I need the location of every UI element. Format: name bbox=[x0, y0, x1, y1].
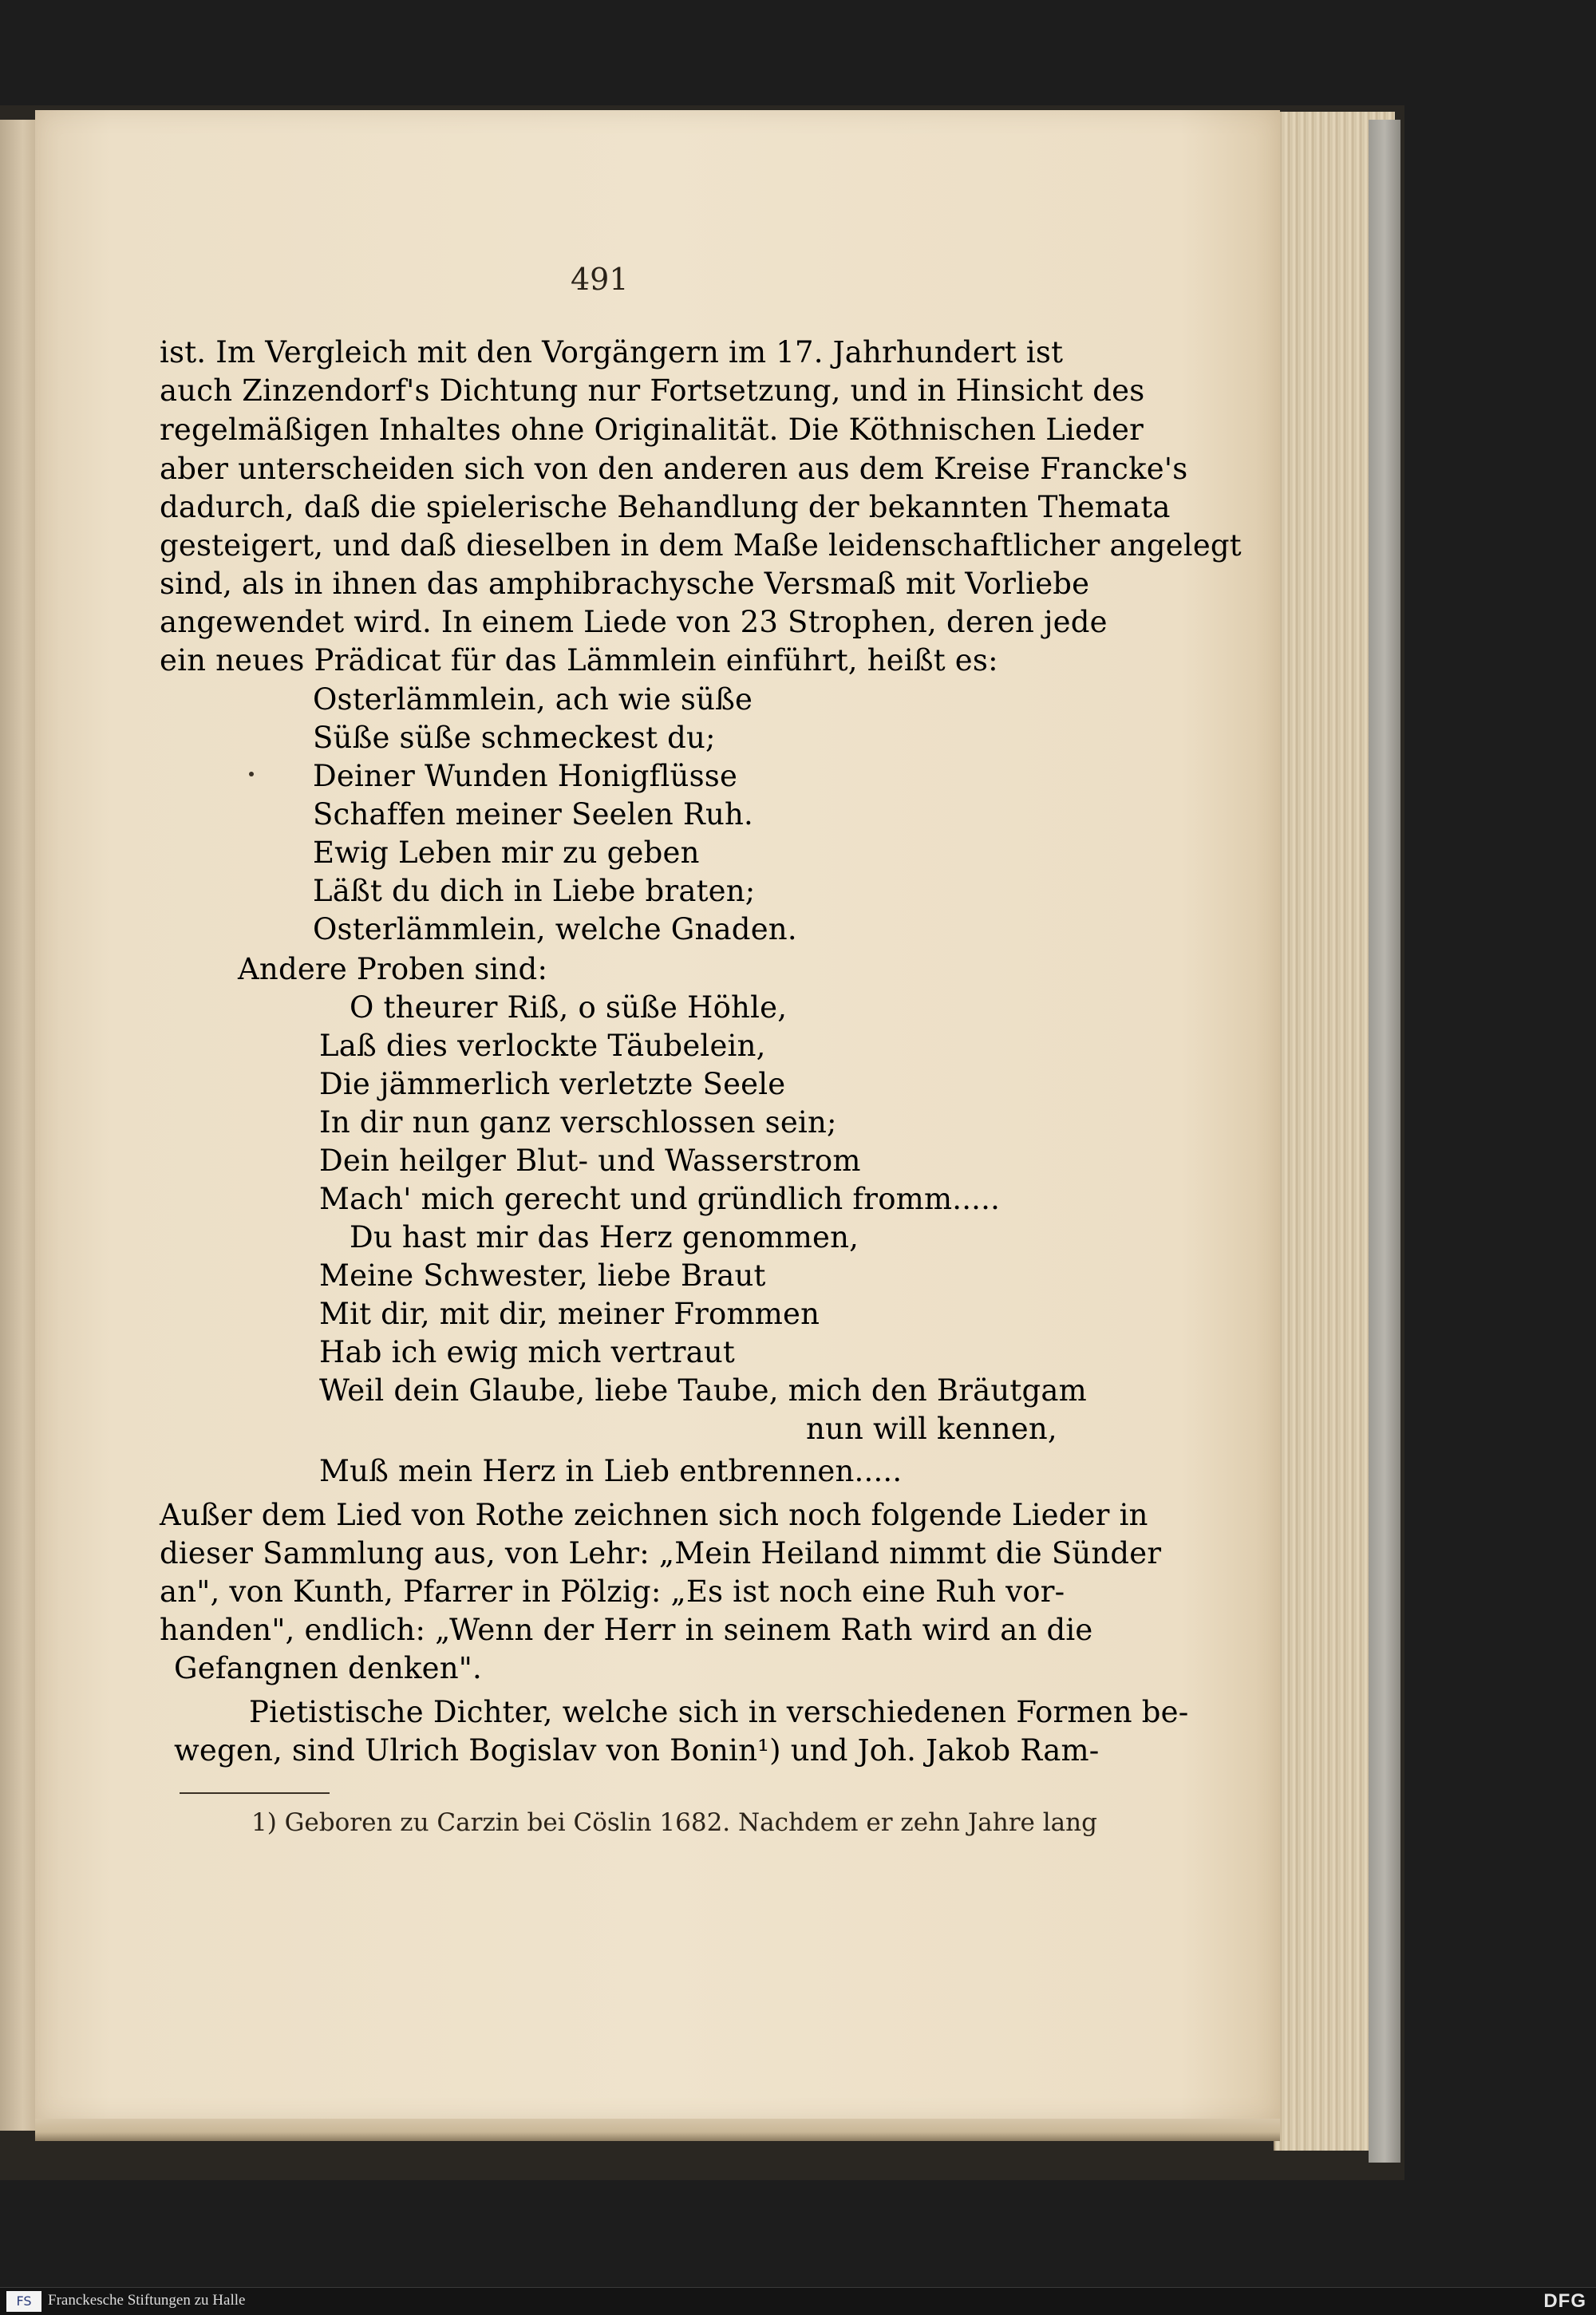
verse-line: O theurer Riß, o süße Höhle, bbox=[350, 990, 788, 1025]
verse-line: Läßt du dich in Liebe braten; bbox=[313, 874, 756, 908]
text-line: handen", endlich: „Wenn der Herr in seinem Rath wird an die bbox=[160, 1613, 1093, 1647]
text-line: Außer dem Lied von Rothe zeichnen sich noch folgende Lieder in bbox=[160, 1498, 1148, 1532]
text-line: wegen, sind Ulrich Bogislav von Bonin¹) und Joh. Jakob Ram- bbox=[174, 1733, 1100, 1768]
verse-line: In dir nun ganz verschlossen sein; bbox=[319, 1105, 837, 1140]
intro-line: Andere Proben sind: bbox=[238, 952, 548, 986]
text-line: angewendet wird. In einem Liede von 23 Strophen, deren jede bbox=[160, 605, 1108, 639]
institution-logo-icon[interactable]: FS bbox=[6, 2291, 41, 2312]
verse-line: Hab ich ewig mich vertraut bbox=[319, 1335, 735, 1369]
verse-line: Die jämmerlich verletzte Seele bbox=[319, 1067, 786, 1101]
institution-name[interactable]: Franckesche Stiftungen zu Halle bbox=[48, 2292, 246, 2309]
verse-line: Mach' mich gerecht und gründlich fromm..... bbox=[319, 1182, 1001, 1216]
text-line: dadurch, daß die spielerische Behandlung der bekannten Themata bbox=[160, 490, 1171, 524]
text-line: gesteigert, und daß dieselben in dem Maße leidenschaftlicher angelegt bbox=[160, 528, 1242, 563]
footnote: 1) Geboren zu Carzin bei Cöslin 1682. Nachdem er zehn Jahre lang bbox=[251, 1808, 1097, 1837]
text-line: Pietistische Dichter, welche sich in verschiedenen Formen be- bbox=[249, 1695, 1189, 1729]
verse-line: Osterlämmlein, ach wie süße bbox=[313, 682, 753, 717]
book-cover-edge bbox=[1369, 120, 1400, 2163]
verse-line: Muß mein Herz in Lieb entbrennen..... bbox=[319, 1454, 903, 1488]
text-line: auch Zinzendorf's Dichtung nur Fortsetzung, und in Hinsicht des bbox=[160, 373, 1145, 408]
verse-line: Süße süße schmeckest du; bbox=[313, 721, 716, 755]
text-line: an", von Kunth, Pfarrer in Pölzig: „Es ist noch eine Ruh vor- bbox=[160, 1574, 1065, 1609]
text-line: ist. Im Vergleich mit den Vorgängern im 17. Jahrhundert ist bbox=[160, 335, 1064, 369]
text-line: sind, als in ihnen das amphibrachysche Versmaß mit Vorliebe bbox=[160, 567, 1090, 601]
verse-line: Dein heilger Blut- und Wasserstrom bbox=[319, 1144, 861, 1178]
viewer-footer bbox=[0, 2287, 1596, 2315]
page-number: 491 bbox=[571, 262, 629, 297]
verse-line: Laß dies verlockte Täubelein, bbox=[319, 1029, 766, 1063]
verse-line: Osterlämmlein, welche Gnaden. bbox=[313, 912, 797, 946]
dfg-logo[interactable]: DFG bbox=[1543, 2290, 1586, 2312]
text-line: aber unterscheiden sich von den anderen aus dem Kreise Francke's bbox=[160, 452, 1188, 486]
text-line: regelmäßigen Inhaltes ohne Originalität. Die Köthnischen Lieder bbox=[160, 413, 1144, 447]
page-bottom-edge bbox=[35, 2119, 1280, 2141]
verse-line: Ewig Leben mir zu geben bbox=[313, 836, 700, 870]
text-line: Gefangnen denken". bbox=[174, 1651, 482, 1685]
verse-line: Meine Schwester, liebe Braut bbox=[319, 1258, 766, 1293]
ink-speck bbox=[249, 772, 254, 776]
text-line: dieser Sammlung aus, von Lehr: „Mein Heiland nimmt die Sünder bbox=[160, 1536, 1162, 1570]
footnote-rule bbox=[180, 1792, 330, 1794]
verse-line-continuation: nun will kennen, bbox=[806, 1412, 1057, 1446]
text-line: ein neues Prädicat für das Lämmlein einführt, heißt es: bbox=[160, 643, 998, 678]
left-page-edge bbox=[0, 120, 40, 2131]
verse-line: Du hast mir das Herz genommen, bbox=[350, 1220, 859, 1254]
verse-line: Deiner Wunden Honigflüsse bbox=[313, 759, 738, 793]
verse-line: Mit dir, mit dir, meiner Frommen bbox=[319, 1297, 820, 1331]
verse-line: Schaffen meiner Seelen Ruh. bbox=[313, 797, 753, 832]
verse-line: Weil dein Glaube, liebe Taube, mich den Bräutgam bbox=[319, 1373, 1087, 1408]
